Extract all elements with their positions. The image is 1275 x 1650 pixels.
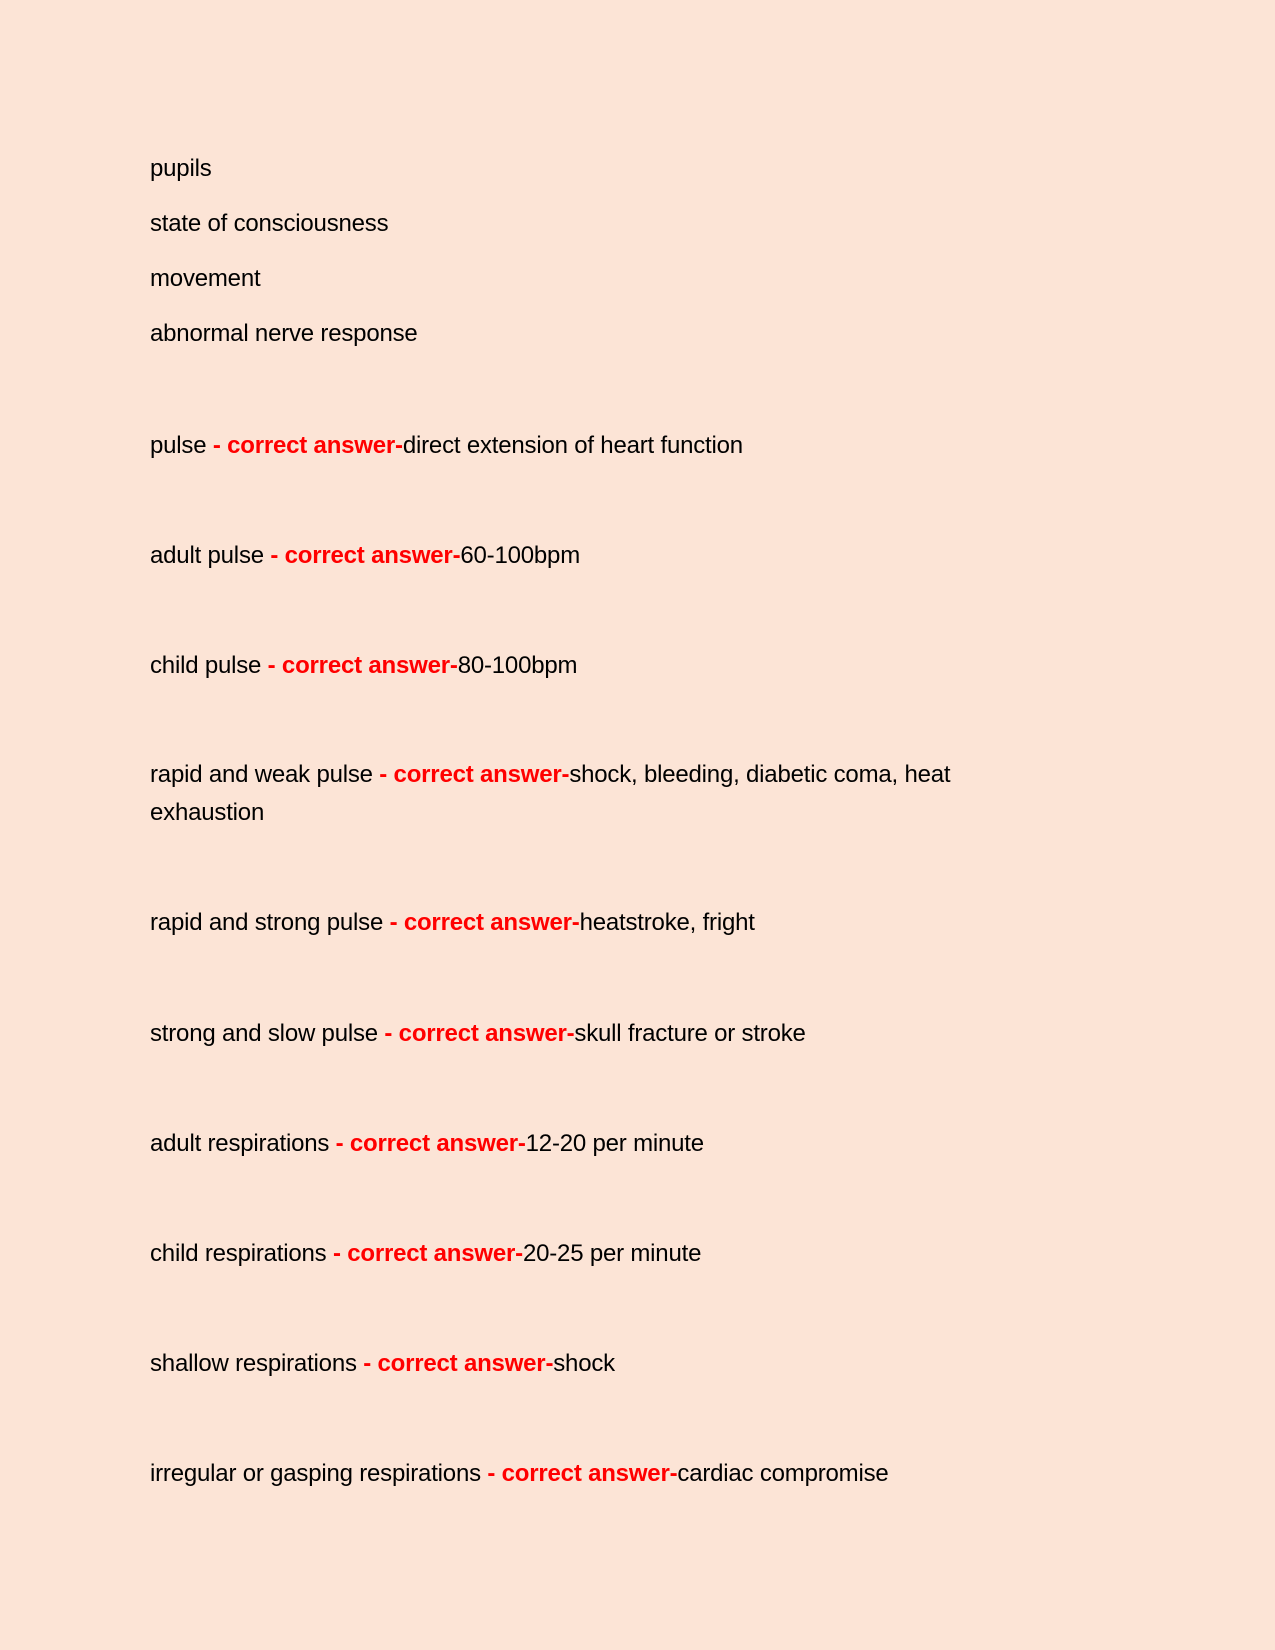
- qa-answer: 80-100bpm: [457, 652, 578, 679]
- qa-answer: skull fracture or stroke: [574, 1020, 806, 1047]
- answer-separator: - correct answer-: [212, 432, 403, 459]
- qa-answer: cardiac compromise: [677, 1460, 889, 1487]
- answer-separator: - correct answer-: [384, 1020, 575, 1047]
- answer-separator: - correct answer-: [389, 909, 580, 936]
- qa-answer: heatstroke, fright: [579, 909, 755, 936]
- qa-item: [150, 756, 1060, 832]
- qa-term: child pulse: [150, 652, 268, 679]
- qa-term: pulse: [150, 432, 213, 459]
- qa-item: [150, 1345, 1080, 1383]
- qa-item: [150, 1455, 1080, 1493]
- list-item: movement: [150, 265, 261, 292]
- qa-term: irregular or gasping respirations: [150, 1460, 488, 1487]
- qa-item: [150, 647, 1080, 685]
- list-item: abnormal nerve response: [150, 320, 418, 347]
- qa-item: [150, 537, 1080, 575]
- qa-term: rapid and weak pulse: [150, 761, 380, 788]
- list-item: state of consciousness: [150, 210, 389, 237]
- qa-answer: 12-20 per minute: [525, 1130, 704, 1157]
- qa-answer: direct extension of heart function: [402, 432, 743, 459]
- qa-term: adult pulse: [150, 542, 271, 569]
- qa-item: [150, 1235, 1080, 1273]
- qa-term: adult respirations: [150, 1130, 336, 1157]
- answer-separator: - correct answer-: [487, 1460, 678, 1487]
- answer-separator: - correct answer-: [363, 1350, 554, 1377]
- qa-term: child respirations: [150, 1240, 333, 1267]
- qa-answer: 60-100bpm: [460, 542, 580, 569]
- qa-item: [150, 904, 1080, 942]
- qa-term: shallow respirations: [150, 1350, 364, 1377]
- qa-term: rapid and strong pulse: [150, 909, 390, 936]
- qa-term: strong and slow pulse: [150, 1020, 385, 1047]
- qa-item: [150, 1015, 1080, 1053]
- qa-answer: 20-25 per minute: [522, 1240, 702, 1267]
- answer-separator: - correct answer-: [267, 652, 458, 679]
- answer-separator: - correct answer-: [332, 1240, 523, 1267]
- answer-separator: - correct answer-: [270, 542, 461, 569]
- qa-item: [150, 427, 1080, 465]
- list-item: pupils: [150, 155, 212, 182]
- answer-separator: - correct answer-: [379, 761, 570, 788]
- qa-item: [150, 1125, 1080, 1163]
- answer-separator: - correct answer-: [335, 1130, 526, 1157]
- qa-answer: shock: [553, 1350, 615, 1377]
- qa-answer: shock, bleeding, diabetic coma, heat exhaustion: [150, 761, 951, 826]
